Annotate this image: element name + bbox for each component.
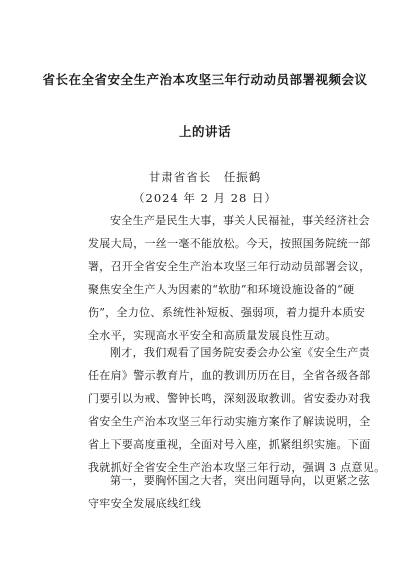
paragraph-2 [88, 341, 386, 479]
paragraph-line: 省上下要高度重视，全面对号入座，抓紧组织实施。下面 [88, 438, 371, 451]
paragraph-line: 任在肩》警示教育片，血的教训历历在目，全省各级各部 [88, 369, 371, 382]
speech-date: （2024 年 2 月 28 日） [133, 191, 277, 205]
paragraph-line: 我就抓好全省安全生产治本攻坚三年行动，强调 3 点意见。 [88, 461, 386, 474]
paragraph-line: 省安全生产治本攻坚三年行动实施方案作了解读说明，全 [88, 415, 371, 428]
paragraph-line: 署，召开全省安全生产治本攻坚三年行动动员部署会议， [88, 260, 371, 273]
paragraph-line: 刚才，我们观看了国务院安委会办公室《安全生产责 [110, 346, 370, 359]
paragraph-line: 发展大局，一丝一毫不能放松。今天，按照国务院统一部 [88, 237, 371, 250]
paragraph-line: 全水平，实现高水平安全和高质量发展良性互动。 [88, 329, 337, 342]
paragraph-line: 第一，要胸怀国之大者，突出问题导向，以更紧之弦 [110, 474, 370, 487]
paragraph-line: 安全生产是民生大事，事关人民福祉，事关经济社会 [110, 214, 370, 227]
paragraph-line: 聚焦安全生产人为因素的“软肋”和环境设施设备的“硬 [88, 283, 355, 296]
paragraph-1 [88, 209, 371, 347]
document-title-line-1: 省长在全省安全生产治本攻坚三年行动动员部署视频会议 [42, 72, 368, 87]
paragraph-line: 门要引以为戒、警钟长鸣，深刻汲取教训。省安委办对我 [88, 392, 371, 405]
document-title-line-2: 上的讲话 [178, 124, 231, 139]
author-byline: 甘肃省省长 任振鹤 [148, 170, 262, 184]
paragraph-line: 伤”，全力位、系统性补短板、强弱项，着力提升本质安 [88, 306, 366, 319]
paragraph-3 [88, 469, 370, 515]
paragraph-line: 守牢安全发展底线红线 [88, 497, 201, 510]
